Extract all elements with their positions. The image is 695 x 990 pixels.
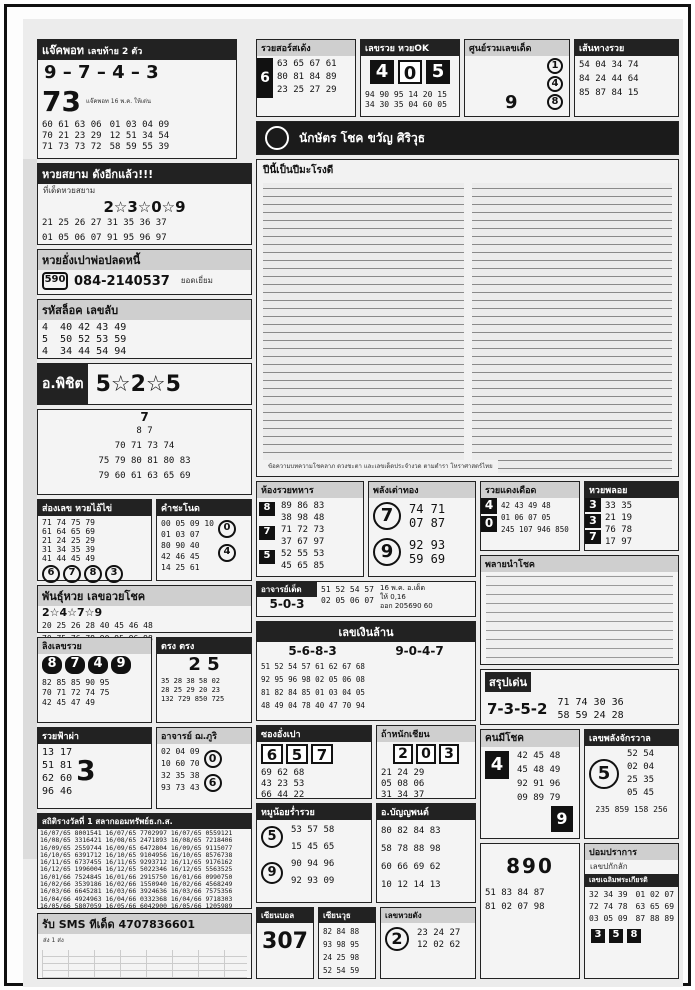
rich-lightning-big: 3	[76, 754, 96, 787]
stats-title: สถิติรางวัลที่ 1 สลากออมทรัพย์ธ.ก.ส.	[38, 814, 251, 829]
footer-left-box	[37, 913, 252, 979]
lucky-ok-big-1: 4	[370, 60, 394, 84]
zodiac-banner	[256, 121, 679, 155]
banyat-box	[376, 803, 476, 903]
fill-box	[37, 585, 252, 633]
lucky-ok-big-2: 0	[398, 60, 422, 84]
pics-title: ลิงเลขรวย	[38, 638, 151, 654]
triangle-peak: 7	[140, 410, 149, 424]
elephant-text	[486, 575, 673, 663]
angpao-nums: 69 62 68 43 23 53 66 44 22	[261, 768, 305, 800]
page-frame	[4, 4, 691, 986]
cosmic-big: 5	[589, 759, 619, 789]
money-box	[256, 481, 364, 577]
hot-title: หวยสยาม ดังอีกแล้ว!!!	[38, 164, 251, 184]
football-title: เซียนบอล	[257, 908, 313, 923]
hot-headline: 2☆3☆0☆9	[103, 198, 186, 216]
stats-row: 16/01/66 7524845 16/01/66 2915750 16/01/66 0990750	[40, 872, 233, 881]
red-rich-big-1: 4	[481, 498, 497, 514]
lucky-person-title: คนมีโชค	[481, 730, 579, 747]
rich-source-num: 6	[257, 58, 273, 98]
arjan-date: 16 พ.ค. อ.เด็ด	[379, 584, 426, 592]
article-text: ข้อความบทความโชคลาภ ดวงชะตา และเลขเด็ดประจำงวด ตามตำรา โหราศาสตร์ไทย	[263, 460, 498, 474]
kham-circle2: 4	[218, 544, 236, 562]
footer-grid	[42, 950, 247, 978]
money-arrow-1: 8	[259, 502, 275, 516]
million-nums4: 48 49 04 78 40 47 70 94	[261, 701, 365, 710]
million-nums2: 92 95 96 98 02 05 06 08	[261, 675, 365, 684]
fortress-nums2: 01 02 07 63 65 69 87 88 89	[635, 890, 675, 923]
piggy-box	[256, 803, 372, 903]
hoo-circle-3: 8	[84, 565, 102, 583]
fortress-box	[584, 843, 679, 979]
summary-box	[480, 669, 679, 725]
cosmic-title: เลขพลังจักรวาล	[585, 730, 678, 746]
big-number-box	[480, 843, 580, 979]
pics-nums: 82 85 85 90 95 70 71 72 74 75 42 45 47 49	[42, 678, 110, 707]
pics-big-2: 7	[65, 656, 85, 674]
rich-lightning-box	[37, 727, 152, 809]
angpao-title: ซองอั่งเปา	[257, 726, 371, 742]
tortoise-nums2: 92 93 59 69	[409, 538, 446, 566]
hot-row2: 01 05 06 07 91 95 96 97	[42, 233, 167, 243]
money-title: ห้องรวยทหาร	[257, 482, 363, 498]
arjan-code: 5-0-3	[269, 597, 305, 611]
red-rich-nums: 42 43 49 48 01 06 07 05 245 107 946 850	[501, 501, 569, 534]
article-box	[256, 159, 679, 477]
article-col-1	[263, 183, 464, 473]
lucky-person-box	[480, 729, 580, 839]
pitchit-box	[37, 363, 252, 405]
price-badge: 590	[42, 272, 68, 290]
arjan-title: อาจารย์เด็ด	[257, 582, 317, 597]
piggy-circle-1: 5	[261, 826, 283, 848]
summary-value: 7-3-5-2	[487, 700, 548, 718]
kham-box	[156, 499, 252, 581]
hot-row1: 21 25 26 27 31 35 36 37	[42, 218, 167, 228]
pitchit-label: อ.พิชิต	[38, 364, 88, 404]
jewel-title: หวยพลอย	[585, 482, 678, 498]
million-nums1: 51 52 54 57 61 62 67 68	[261, 662, 365, 671]
rasi-box	[37, 299, 252, 359]
fortress-title2: เลขปกักลัก	[590, 862, 628, 871]
tortoise-nums: 74 71 07 87	[409, 502, 446, 530]
triangle-row3: 75 79 80 81 80 83	[98, 456, 191, 466]
jackpot-title: แจ๊คพอท เลขท้าย 2 ตัว	[38, 40, 236, 60]
red-rich-title: รวยแดงเดือด	[481, 482, 579, 498]
torn-title: ตรง ตรง	[157, 638, 251, 654]
red-rich-big-2: 0	[481, 516, 497, 532]
hot-sub: ที่เด็ดหวยสยาม	[43, 186, 96, 195]
center-msg-box	[464, 39, 570, 117]
sian-box	[318, 907, 376, 979]
sian-title: เซียนวุธ	[319, 908, 375, 923]
phone-number: 084-2140537	[74, 273, 170, 289]
fill-title: พันธุ์หวย เลขอวยโชค	[38, 586, 251, 606]
fortress-big-1: 3	[591, 929, 605, 943]
stats-row: 16/07/65 8001541 16/07/65 7702997 16/07/65 0559121	[40, 829, 233, 837]
football-big: 307	[262, 929, 308, 954]
million-box	[256, 621, 476, 721]
lucky-ok-nums: 94 90 95 14 20 15 34 30 35 04 60 05	[365, 90, 447, 109]
cosmic-nums: 52 54 02 04 25 35 05 45	[627, 749, 655, 798]
footer-left-note: ส่ง 1 ส่ง	[43, 937, 64, 944]
famous-big: 2	[385, 927, 409, 951]
center-msg-title: ศูนย์รวมเลขเด็ด	[465, 40, 569, 56]
jackpot-big-pair: 73	[42, 85, 81, 118]
lucky-person-big-2: 9	[551, 806, 573, 832]
million-nums3: 81 82 84 85 01 03 04 05	[261, 688, 365, 697]
arun-big: 0	[204, 750, 222, 768]
center-big-3: 8	[547, 94, 563, 110]
cosmic-row: 235 859 158 256	[595, 805, 668, 814]
heavy-box	[376, 725, 476, 799]
triangle-row2: 70 71 73 74	[114, 441, 175, 451]
kham-circle: 0	[218, 520, 236, 538]
hoo-circle-2: 7	[63, 565, 81, 583]
jewel-nums: 33 35 21 19 76 78 17 97	[605, 501, 633, 547]
stats-rows	[38, 829, 251, 911]
piggy-circle-2: 9	[261, 862, 283, 884]
way-rich-box	[574, 39, 679, 117]
jackpot-nums2: 01 03 04 09 12 51 34 54 58 59 55 39	[109, 120, 170, 152]
article-columns	[257, 181, 678, 475]
fortress-title3: เลขเฉลิมพระเกียรติ	[585, 874, 678, 887]
center-nine: 9	[505, 92, 518, 113]
tortoise-box	[368, 481, 476, 577]
jackpot-note: แจ๊คพอท 16 พ.ค. ให้เด่น	[85, 97, 151, 105]
stats-row: 16/05/66 5807059 16/05/66 6042900 16/05/66 1205989	[40, 901, 233, 910]
pics-big-3: 4	[88, 656, 108, 674]
hoo-circle-4: 3	[105, 565, 123, 583]
fortress-nums: 32 34 39 72 74 78 03 05 09	[589, 890, 628, 923]
hoo-circle-1: 6	[42, 565, 60, 583]
jewel-big-2: 3	[585, 514, 601, 528]
phone-tag: ยอดเยี่ยม	[180, 276, 213, 285]
angpao-big-3: 7	[311, 744, 333, 764]
famous-nums: 23 24 27 12 02 62	[417, 928, 461, 950]
pics-big-1: 8	[42, 656, 62, 674]
zodiac-title: นักษัตร โชค ขวัญ ศิริวุธ	[299, 130, 426, 145]
hoo-title: ส่องเลข หวยไอ้ไข่	[38, 500, 151, 516]
heavy-big-1: 2	[393, 744, 413, 764]
zodiac-icon	[265, 126, 289, 150]
torn-box	[156, 637, 252, 723]
rasi-title: รหัสล็อค เลขลับ	[38, 300, 251, 320]
big-number: 890	[506, 854, 554, 878]
jackpot-headline: 9 – 7 – 4 – 3	[44, 62, 159, 83]
torn-rows: 35 28 38 58 02 28 25 29 20 23 132 729 850 725	[161, 677, 225, 703]
summary-nums: 71 74 30 36 58 59 24 28	[557, 697, 624, 721]
football-box	[256, 907, 314, 979]
arjan-out: ออก 205690 60	[379, 602, 433, 610]
money-arrow-3: 5	[259, 550, 275, 564]
rasi-nums: 4 40 42 43 49 5 50 52 53 59 4 34 44 54 94	[42, 322, 127, 357]
heavy-nums: 21 24 29 05 08 06 31 34 37	[381, 768, 425, 800]
lucky-person-big-1: 4	[485, 751, 509, 779]
fortress-title: ปอมปราการ	[585, 844, 678, 860]
tortoise-circle-1: 7	[373, 502, 401, 530]
kham-nums: 00 05 09 10 01 03 07 80 90 40 42 46 45 14 25 61	[161, 519, 214, 572]
stats-row: 16/12/65 1996004 16/12/65 5022346 16/12/65 5563525	[40, 865, 233, 874]
center-big-1: 1	[547, 58, 563, 74]
million-right: 9-0-4-7	[395, 644, 444, 658]
arjan-box	[256, 581, 476, 617]
jackpot-nums: 60 61 63 06 70 21 23 29 71 73 73 72	[42, 120, 102, 152]
lucky-ok-box	[360, 39, 460, 117]
jackpot-box	[37, 39, 237, 159]
triangle-row4: 79 60 61 63 65 69	[98, 471, 191, 481]
rich-source-nums: 63 65 67 61 80 81 84 89 23 25 27 29	[277, 59, 337, 95]
fill-line1: 2☆4☆7☆9	[42, 606, 103, 619]
angpao-big-1: 6	[261, 744, 283, 764]
million-title: เลขเงินล้าน	[257, 622, 475, 642]
arun-nums: 02 04 09 10 60 70 32 35 38 93 73 43	[161, 747, 200, 792]
arjan-nums: 51 52 54 57 02 05 06 07	[321, 585, 374, 605]
red-rich-box	[480, 481, 580, 551]
famous-title: เลขหวยดัง	[381, 908, 475, 923]
hot-box	[37, 163, 252, 245]
stats-row: 16/03/66 6645281 16/03/66 3924636 16/03/66 7575356	[40, 887, 233, 896]
newspaper-sheet	[23, 19, 683, 987]
arun-title: อาจารย์ ฌ.ภูริ	[157, 728, 251, 744]
banyat-title: อ.บัญญพนต์	[377, 804, 475, 820]
jewel-big-1: 3	[585, 498, 601, 512]
summary-title: สรุปเด่น	[485, 672, 531, 692]
million-left: 5-6-8-3	[288, 644, 337, 658]
rich-source-box	[256, 39, 356, 117]
stats-row: 16/04/66 4924963 16/04/66 0332368 16/04/66 9718303	[40, 894, 233, 903]
torn-big: 2 5	[188, 654, 220, 675]
big-number-nums: 51 83 84 87 81 02 07 98	[485, 888, 545, 912]
way-rich-nums: 54 04 34 74 84 24 44 64 85 87 84 15	[579, 60, 639, 98]
lucky-ok-big-3: 5	[426, 60, 450, 84]
rich-lightning-title: รวยฟ้าผ่า	[38, 728, 151, 744]
heavy-big-2: 0	[416, 744, 436, 764]
article-col-2	[472, 183, 673, 473]
jewel-big-3: 7	[585, 530, 601, 544]
angpao-box	[256, 725, 372, 799]
triangle-row1: 8 7	[136, 426, 153, 436]
rich-lightning-nums: 13 17 51 81 62 60 96 46	[42, 747, 73, 797]
rich-source-title: รวยสอร์สเด้ง	[257, 40, 355, 56]
stats-row: 16/10/65 6391712 16/10/65 9104956 16/10/65 8576738	[40, 850, 233, 859]
money-arrow-2: 7	[259, 526, 275, 540]
sian-nums: 82 84 88 93 98 95 24 25 98 52 54 59	[323, 927, 360, 975]
stats-box	[37, 813, 252, 909]
piggy-nums: 53 57 58 15 45 65 90 94 96 92 93 09	[291, 825, 335, 886]
stats-row: 16/08/65 3316421 16/08/65 2471893 16/08/65 7218406	[40, 836, 233, 845]
angpao-big-2: 5	[286, 744, 308, 764]
elephant-title: พลายนำโชค	[481, 556, 678, 572]
heavy-big-3: 3	[439, 744, 459, 764]
center-big-2: 4	[547, 76, 563, 92]
hoo-nums: 71 74 75 79 61 64 65 69 21 24 25 29 31 34 35 39 41 44 45 49	[42, 518, 95, 563]
lucky-ok-title: เลขรวย หวยOK	[361, 40, 459, 56]
arun-box	[156, 727, 252, 809]
pics-box	[37, 637, 152, 723]
fortress-big-3: 8	[627, 929, 641, 943]
tortoise-circle-2: 9	[373, 538, 401, 566]
kham-title: คำชะโนด	[157, 500, 251, 516]
cosmic-box	[584, 729, 679, 839]
stats-row: 16/11/65 6737455 16/11/65 9293712 16/11/65 9176162	[40, 858, 233, 867]
pics-big-4: 9	[111, 656, 131, 674]
arun-big2: 6	[204, 774, 222, 792]
phone-box	[37, 249, 252, 295]
heavy-title: ถ้าหนักเชียน	[377, 726, 475, 742]
fill-nums1: 20 25 26 28 40 45 46 48	[42, 621, 153, 630]
hoo-box	[37, 499, 152, 581]
banyat-nums: 80 82 84 83 58 78 88 98 60 66 69 62 10 12 14 13	[381, 826, 441, 890]
arjan-gave: ให้ 0,16	[379, 593, 406, 601]
fortress-big-2: 5	[609, 929, 623, 943]
stats-row: 16/09/65 2559744 16/09/65 6472804 16/09/65 9115077	[40, 843, 233, 852]
way-rich-title: เส้นทางรวย	[575, 40, 678, 56]
jewel-box	[584, 481, 679, 551]
money-nums: 89 86 83 38 98 48 71 72 73 37 67 97 52 55 53 45 65 85	[281, 501, 325, 571]
lucky-person-nums: 42 45 48 45 48 49 92 91 96 09 89 79	[517, 751, 561, 803]
stats-row: 16/02/66 3539186 16/02/66 1550940 16/02/66 4568249	[40, 880, 233, 889]
pitchit-headline: 5☆2☆5	[95, 371, 181, 397]
side-strip	[23, 159, 37, 859]
triangle-box	[37, 409, 252, 495]
footer-left-title: รับ SMS ทีเด็ด 4707836601	[38, 914, 251, 934]
article-heading: ปีนี้เป็นปีมะโรงดี	[263, 165, 334, 176]
famous-box	[380, 907, 476, 979]
tortoise-title: พลังเต่าทอง	[369, 482, 475, 498]
elephant-box	[480, 555, 679, 665]
piggy-title: หมูน้อยร่ำรวย	[257, 804, 371, 820]
phone-title: หวยอั่งเปาพ่อปลดหนี้	[38, 250, 251, 270]
